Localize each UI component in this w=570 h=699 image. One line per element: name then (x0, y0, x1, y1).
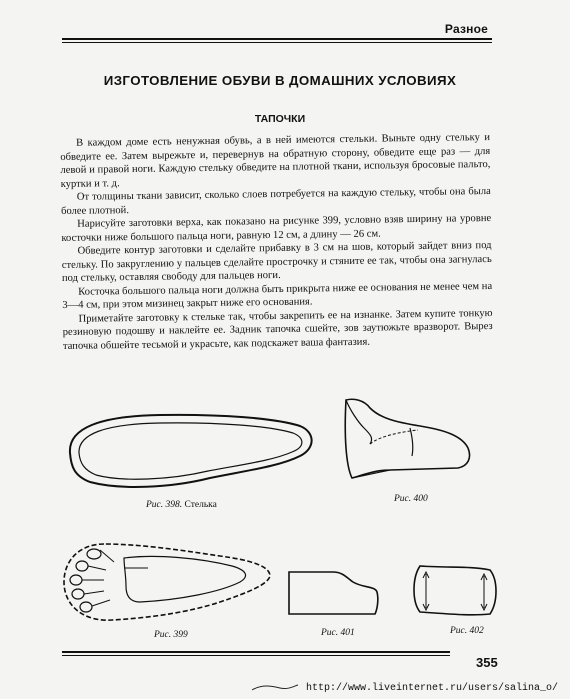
heel-piece-figure (287, 568, 382, 618)
slipper-side-figure (340, 396, 480, 481)
caption-fig-398 (146, 500, 217, 510)
source-url[interactable]: http://www.liveinternet.ru/users/salina_o/ (306, 683, 559, 694)
page-number: 355 (476, 655, 498, 670)
caption-label: Рис. 398. (146, 500, 183, 510)
paragraph: От толщины ткани зависит, сколько слоев потребуется на каждую стельку, чтобы она была более плотной. (60, 185, 491, 217)
caption-fig-400: Рис. 400 (394, 494, 428, 504)
header-rule-thick (62, 38, 492, 40)
caption-fig-402: Рис. 402 (450, 626, 484, 636)
section-header: Разное (444, 22, 488, 36)
header-rule-thin (62, 42, 492, 43)
caption-fig-399: Рис. 399 (154, 630, 188, 640)
paragraph: Косточка большого пальца ноги должна быть прикрыта ниже ее основания не менее чем на 3—4 см, при этом мизинец закрыт ниже его основания. (62, 280, 493, 311)
paragraph: Нарисуйте заготовки верха, как показано на рисунке 399, условно взяв ширину на уровне косточки ниже большого пальца ноги, равную 12 см, а длину — 26 см. (61, 212, 492, 244)
footer-rule-thick (62, 651, 450, 653)
strap-figure (410, 562, 500, 620)
paragraph: Обведите контур заготовки и сделайте прибавку в 3 см на шов, который зайдет вниз под стельку. По закруглению у пальцев сделайте прострочку и стяните ее так, чтобы она загнулась под стельку, оставляя свободу для пальцев ноги. (61, 239, 492, 284)
footer-rule-thin (62, 655, 450, 656)
article-title: ИЗГОТОВЛЕНИЕ ОБУВИ В ДОМАШНИХ УСЛОВИЯХ (103, 73, 457, 88)
upper-pattern-figure (60, 536, 275, 626)
pen-scribble (250, 682, 300, 694)
insole-figure (60, 408, 320, 498)
paragraph: В каждом доме есть ненужная обувь, а в ней имеются стельки. Выньте одну стельку и обведите ее. Затем вырежьте и, перевернув на обратную сторону, обведите еще раз — для левой и правой ноги. Каждую стельку обведите на плотной ткани, используя бросовые пальто, куртки и т. д. (60, 131, 491, 190)
article-subtitle: ТАПОЧКИ (254, 113, 306, 125)
caption-text: Стелька (184, 500, 217, 510)
paragraph: Приметайте заготовку к стельке так, чтобы закрепить ее на изнанке. Затем купите тонкую резиновую подошву и наклейте ее. Задник тапочка сшейте, зов заутюжьте вразворот. Вырез тапочка обшейте тесьмой и украсьте, как подскажет ваша фантазия. (62, 307, 493, 352)
article-body (60, 131, 493, 353)
caption-fig-401: Рис. 401 (321, 628, 355, 638)
